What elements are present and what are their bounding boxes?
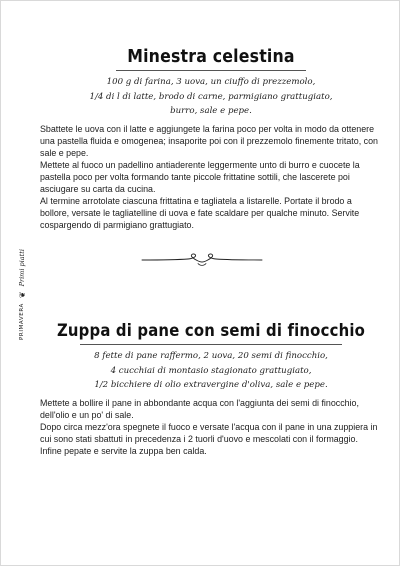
ingredients-line: 100 g di farina, 3 uova, un ciuffo di prezzemolo, <box>106 77 316 87</box>
ingredients-line: 1/4 di l di latte, brodo di carne, parmigiano grattugiato, <box>89 91 333 102</box>
method-paragraph: Infine pepate e servite la zuppa ben calda. <box>40 445 207 456</box>
side-running-header <box>4 232 34 342</box>
recipe-zuppa-di-pane <box>40 320 382 457</box>
title-underline <box>80 344 342 345</box>
ingredients-line: 4 cucchiai di montasio stagionato grattugiato, <box>110 365 312 376</box>
ingredients-line: burro, sale e pepe. <box>170 106 252 116</box>
method-paragraph: Mettete a bollire il pane in abbondante acqua con l'aggiunta dei semi di finocchio, dell'olio e un po' di sale. <box>40 397 359 420</box>
section-label: PRIMAVERA <box>19 303 25 340</box>
title-underline <box>116 70 306 71</box>
chapter-label: Primi piatti <box>18 249 26 287</box>
method-paragraph: Mettete al fuoco un padellino antiaderente leggermente unto di burro e cuocete la pastella poco per volta formando tante piccole frittatine sottili, che lascerete poi asciugare su carta da cucina. <box>40 159 360 194</box>
ingredients-list <box>40 349 382 393</box>
ingredients-line: 1/2 bicchiere di olio extravergine d'oliva, sale e pepe. <box>94 380 328 390</box>
recipe-minestra-celestina <box>40 46 382 231</box>
flourish-divider-icon <box>140 251 264 269</box>
method-text <box>40 123 382 231</box>
ingredients-list <box>40 75 382 119</box>
recipe-title: Minestra celestina <box>127 47 295 67</box>
method-paragraph: Al termine arrotolate ciascuna frittatina e tagliatela a listarelle. Portate il brodo a bollore, versate le tagliatelline di uova e fate scaldare per qualche minuto. Servite cospargendo di parmigiano grattugiato. <box>40 195 360 230</box>
method-paragraph: Sbattete le uova con il latte e aggiungete la farina poco per volta in modo da ottenere una pastella fluida e omogenea; insaporite poi con il prezzemolo finemente tritato, con sale e pepe. <box>40 123 378 158</box>
ingredients-line: 8 fette di pane raffermo, 2 uova, 20 semi di finocchio, <box>94 351 328 361</box>
method-text <box>40 397 382 457</box>
ornament-icon: ❦ <box>17 291 27 299</box>
method-paragraph: Dopo circa mezz'ora spegnete il fuoco e versate l'acqua con il pane in una zuppiera in cui sono stati sbattuti in precedenza i 2 tuorli d'uovo e mescolati con il formaggio. <box>40 421 378 444</box>
recipe-title: Zuppa di pane con semi di finocchio <box>56 321 366 340</box>
